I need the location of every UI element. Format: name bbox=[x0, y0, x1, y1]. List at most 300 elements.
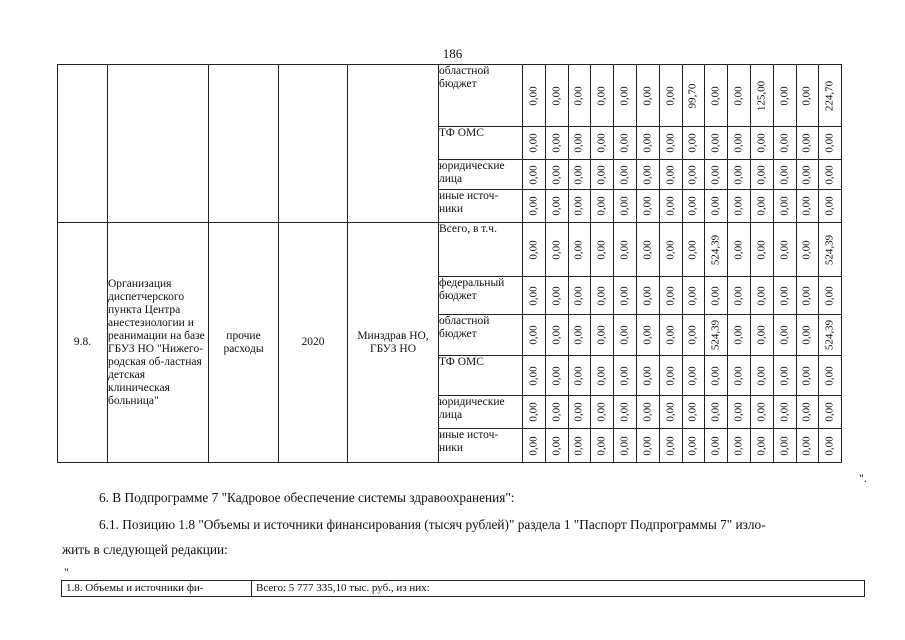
value-cell bbox=[545, 223, 568, 277]
page-number: 186 bbox=[442, 46, 463, 61]
value-text: 0,00 bbox=[595, 164, 608, 185]
value-text: 0,00 bbox=[800, 196, 813, 216]
value-cell bbox=[591, 277, 614, 315]
value-text: 0,00 bbox=[550, 325, 563, 345]
value-cell bbox=[545, 315, 568, 356]
source-label: Всего, в т.ч. bbox=[439, 223, 523, 277]
value-text: 0,00 bbox=[572, 435, 585, 456]
value-text: 0,00 bbox=[641, 365, 654, 386]
value-cell bbox=[728, 65, 751, 127]
value-cell bbox=[568, 277, 591, 315]
prev-item-kind-cell bbox=[209, 65, 279, 223]
value-cell bbox=[545, 356, 568, 396]
value-cell bbox=[591, 315, 614, 356]
value-text: 0,00 bbox=[618, 285, 631, 306]
value-cell bbox=[659, 315, 682, 356]
value-text: 0,00 bbox=[572, 239, 585, 260]
value-text: 0,00 bbox=[686, 402, 699, 422]
value-text: 0,00 bbox=[641, 133, 654, 153]
value-cell bbox=[796, 65, 819, 127]
value-cell bbox=[728, 190, 751, 223]
expense-kind: прочие расходы bbox=[209, 223, 279, 463]
value-cell bbox=[773, 277, 796, 315]
value-cell bbox=[614, 127, 637, 160]
value-text: 0,00 bbox=[709, 402, 722, 422]
value-text: 524,39 bbox=[709, 319, 722, 351]
value-text: 524,39 bbox=[823, 234, 836, 265]
value-text: 0,00 bbox=[550, 365, 563, 386]
value-cell bbox=[819, 127, 842, 160]
value-text: 0,00 bbox=[527, 285, 540, 306]
value-cell bbox=[614, 223, 637, 277]
value-cell bbox=[750, 127, 773, 160]
source-label: областной бюджет bbox=[439, 315, 523, 356]
value-text: 0,00 bbox=[527, 435, 540, 456]
value-cell bbox=[659, 190, 682, 223]
value-text: 0,00 bbox=[572, 196, 585, 216]
value-text: 0,00 bbox=[755, 133, 768, 153]
value-cell bbox=[705, 277, 728, 315]
value-cell bbox=[728, 160, 751, 190]
value-text: 0,00 bbox=[527, 133, 540, 153]
passport-total-value: Всего: 5 777 335,10 тыс. руб., из них: bbox=[252, 581, 865, 597]
table-row bbox=[58, 223, 842, 277]
value-cell bbox=[796, 356, 819, 396]
value-text: 0,00 bbox=[641, 435, 654, 456]
prev-item-executor-cell bbox=[348, 65, 439, 223]
value-cell bbox=[819, 65, 842, 127]
value-text: 0,00 bbox=[527, 402, 540, 422]
value-text: 0,00 bbox=[800, 435, 813, 456]
value-cell bbox=[591, 396, 614, 429]
value-cell bbox=[819, 396, 842, 429]
value-cell bbox=[614, 396, 637, 429]
value-text: 0,00 bbox=[664, 239, 677, 260]
value-text: 0,00 bbox=[595, 133, 608, 153]
value-text: 0,00 bbox=[595, 196, 608, 216]
closing-quote-mark: ". bbox=[859, 471, 867, 485]
value-text: 0,00 bbox=[732, 239, 745, 260]
value-cell bbox=[750, 396, 773, 429]
value-text: 0,00 bbox=[618, 325, 631, 345]
value-cell bbox=[796, 396, 819, 429]
value-text: 0,00 bbox=[618, 196, 631, 216]
value-cell bbox=[705, 396, 728, 429]
value-text: 0,00 bbox=[686, 239, 699, 260]
value-text: 0,00 bbox=[550, 196, 563, 216]
value-cell bbox=[796, 277, 819, 315]
value-text: 0,00 bbox=[527, 365, 540, 386]
value-cell bbox=[773, 396, 796, 429]
value-text: 0,00 bbox=[732, 402, 745, 422]
value-text: 125,00 bbox=[755, 80, 768, 111]
value-cell bbox=[523, 127, 546, 160]
value-cell bbox=[614, 429, 637, 463]
value-cell bbox=[614, 315, 637, 356]
value-text: 0,00 bbox=[800, 402, 813, 422]
value-cell bbox=[523, 190, 546, 223]
value-cell bbox=[659, 127, 682, 160]
year: 2020 bbox=[279, 223, 348, 463]
value-text: 0,00 bbox=[755, 435, 768, 456]
value-cell bbox=[545, 160, 568, 190]
value-cell bbox=[728, 277, 751, 315]
value-text: 0,00 bbox=[778, 164, 791, 185]
value-text: 0,00 bbox=[527, 85, 540, 106]
value-text: 0,00 bbox=[664, 85, 677, 106]
value-cell bbox=[796, 190, 819, 223]
prev-item-name-cell bbox=[108, 65, 209, 223]
value-cell bbox=[636, 396, 659, 429]
value-text: 0,00 bbox=[778, 285, 791, 306]
paragraph-6-1-line-1: 6.1. Позицию 1.8 "Объемы и источники финансирования (тысяч рублей)" раздела 1 "Паспорт Подпрограммы 7" изло- bbox=[99, 517, 766, 532]
value-cell bbox=[545, 277, 568, 315]
value-cell bbox=[682, 315, 705, 356]
value-cell bbox=[636, 429, 659, 463]
opening-quote-mark: " bbox=[64, 565, 69, 579]
value-cell bbox=[614, 65, 637, 127]
value-cell bbox=[796, 315, 819, 356]
value-cell bbox=[568, 190, 591, 223]
source-label: юридические лица bbox=[439, 160, 523, 190]
value-cell bbox=[545, 429, 568, 463]
value-cell bbox=[728, 356, 751, 396]
paragraph-subprogram-7: 6. В Подпрограмме 7 "Кадровое обеспечение системы здравоохранения": bbox=[99, 490, 515, 505]
value-text: 0,00 bbox=[595, 285, 608, 306]
value-cell bbox=[614, 190, 637, 223]
value-text: 0,00 bbox=[664, 133, 677, 153]
value-text: 0,00 bbox=[778, 133, 791, 153]
value-text: 0,00 bbox=[800, 325, 813, 345]
value-text: 0,00 bbox=[595, 435, 608, 456]
value-cell bbox=[750, 315, 773, 356]
value-text: 0,00 bbox=[823, 435, 836, 456]
value-cell bbox=[614, 356, 637, 396]
source-label: областной бюджет bbox=[439, 65, 523, 127]
value-cell bbox=[682, 127, 705, 160]
value-text: 524,39 bbox=[823, 319, 836, 351]
value-text: 0,00 bbox=[686, 365, 699, 386]
source-label: иные источ-ники bbox=[439, 190, 523, 223]
value-cell bbox=[705, 356, 728, 396]
value-text: 0,00 bbox=[778, 402, 791, 422]
value-text: 0,00 bbox=[778, 239, 791, 260]
value-text: 99,70 bbox=[686, 83, 699, 108]
value-cell bbox=[773, 160, 796, 190]
value-text: 0,00 bbox=[709, 164, 722, 185]
value-cell bbox=[819, 356, 842, 396]
value-cell bbox=[591, 160, 614, 190]
value-text: 0,00 bbox=[709, 365, 722, 386]
value-text: 0,00 bbox=[823, 285, 836, 306]
source-label: юридические лица bbox=[439, 396, 523, 429]
value-text: 0,00 bbox=[664, 196, 677, 216]
value-text: 0,00 bbox=[732, 435, 745, 456]
value-text: 0,00 bbox=[686, 164, 699, 185]
value-text: 0,00 bbox=[732, 285, 745, 306]
value-cell bbox=[682, 429, 705, 463]
value-cell bbox=[682, 190, 705, 223]
value-cell bbox=[636, 315, 659, 356]
value-cell bbox=[523, 223, 546, 277]
value-text: 0,00 bbox=[595, 365, 608, 386]
value-text: 0,00 bbox=[732, 164, 745, 185]
value-cell bbox=[705, 429, 728, 463]
value-text: 0,00 bbox=[686, 196, 699, 216]
item-number: 9.8. bbox=[58, 223, 108, 463]
value-text: 0,00 bbox=[664, 285, 677, 306]
value-text: 0,00 bbox=[641, 402, 654, 422]
value-text: 0,00 bbox=[709, 435, 722, 456]
value-text: 0,00 bbox=[664, 365, 677, 386]
value-text: 0,00 bbox=[595, 325, 608, 345]
value-text: 0,00 bbox=[800, 164, 813, 185]
value-text: 0,00 bbox=[732, 196, 745, 216]
value-text: 0,00 bbox=[800, 133, 813, 153]
value-cell bbox=[796, 429, 819, 463]
value-text: 0,00 bbox=[572, 164, 585, 185]
value-cell bbox=[728, 429, 751, 463]
value-cell bbox=[659, 429, 682, 463]
value-text: 0,00 bbox=[732, 365, 745, 386]
value-text: 0,00 bbox=[618, 402, 631, 422]
value-text: 0,00 bbox=[618, 164, 631, 185]
value-cell bbox=[636, 277, 659, 315]
value-cell bbox=[523, 356, 546, 396]
value-cell bbox=[705, 190, 728, 223]
value-cell bbox=[773, 356, 796, 396]
value-cell bbox=[659, 277, 682, 315]
value-cell bbox=[659, 160, 682, 190]
value-cell bbox=[705, 160, 728, 190]
value-cell bbox=[636, 65, 659, 127]
value-text: 0,00 bbox=[686, 325, 699, 345]
value-cell bbox=[819, 160, 842, 190]
value-text: 0,00 bbox=[664, 164, 677, 185]
value-cell bbox=[636, 190, 659, 223]
value-cell bbox=[591, 127, 614, 160]
value-text: 0,00 bbox=[709, 85, 722, 106]
value-text: 0,00 bbox=[572, 325, 585, 345]
value-cell bbox=[682, 223, 705, 277]
value-text: 0,00 bbox=[755, 164, 768, 185]
value-cell bbox=[568, 127, 591, 160]
value-cell bbox=[523, 160, 546, 190]
value-cell bbox=[682, 65, 705, 127]
value-cell bbox=[568, 356, 591, 396]
value-cell bbox=[750, 356, 773, 396]
prev-item-year-cell bbox=[279, 65, 348, 223]
value-cell bbox=[523, 429, 546, 463]
value-text: 0,00 bbox=[595, 402, 608, 422]
value-cell bbox=[591, 223, 614, 277]
value-text: 0,00 bbox=[595, 239, 608, 260]
value-text: 0,00 bbox=[550, 285, 563, 306]
value-text: 0,00 bbox=[778, 365, 791, 386]
source-label: ТФ ОМС bbox=[439, 127, 523, 160]
value-cell bbox=[682, 356, 705, 396]
value-cell bbox=[796, 160, 819, 190]
value-cell bbox=[750, 65, 773, 127]
value-cell bbox=[796, 223, 819, 277]
value-cell bbox=[728, 315, 751, 356]
value-cell bbox=[591, 190, 614, 223]
value-text: 0,00 bbox=[641, 164, 654, 185]
value-cell bbox=[659, 356, 682, 396]
value-cell bbox=[659, 223, 682, 277]
value-text: 0,00 bbox=[778, 85, 791, 106]
source-label: иные источ-ники bbox=[439, 429, 523, 463]
value-text: 0,00 bbox=[572, 133, 585, 153]
value-cell bbox=[523, 65, 546, 127]
value-text: 0,00 bbox=[755, 325, 768, 345]
value-text: 0,00 bbox=[732, 85, 745, 106]
value-cell bbox=[705, 315, 728, 356]
value-cell bbox=[636, 127, 659, 160]
value-text: 0,00 bbox=[778, 435, 791, 456]
value-cell bbox=[750, 190, 773, 223]
value-text: 0,00 bbox=[550, 239, 563, 260]
value-cell bbox=[636, 223, 659, 277]
value-text: 0,00 bbox=[572, 85, 585, 106]
paragraph-6-1-line-2: жить в следующей редакции: bbox=[62, 542, 228, 557]
value-text: 0,00 bbox=[618, 239, 631, 260]
value-cell bbox=[523, 315, 546, 356]
value-text: 0,00 bbox=[686, 133, 699, 153]
value-cell bbox=[682, 160, 705, 190]
value-text: 0,00 bbox=[709, 133, 722, 153]
value-text: 0,00 bbox=[800, 239, 813, 260]
value-text: 0,00 bbox=[823, 402, 836, 422]
value-text: 0,00 bbox=[641, 285, 654, 306]
value-text: 0,00 bbox=[732, 325, 745, 345]
value-cell bbox=[614, 277, 637, 315]
value-text: 0,00 bbox=[823, 196, 836, 216]
executor: Минздрав НО, ГБУЗ НО bbox=[348, 223, 439, 463]
value-text: 0,00 bbox=[595, 85, 608, 106]
value-text: 0,00 bbox=[823, 164, 836, 185]
value-cell bbox=[750, 277, 773, 315]
value-text: 0,00 bbox=[550, 85, 563, 106]
value-text: 0,00 bbox=[527, 239, 540, 260]
value-cell bbox=[773, 315, 796, 356]
value-text: 0,00 bbox=[527, 325, 540, 345]
value-cell bbox=[568, 223, 591, 277]
value-text: 0,00 bbox=[664, 402, 677, 422]
value-text: 0,00 bbox=[800, 365, 813, 386]
value-text: 0,00 bbox=[778, 325, 791, 345]
value-cell bbox=[819, 190, 842, 223]
value-text: 0,00 bbox=[686, 435, 699, 456]
value-cell bbox=[545, 65, 568, 127]
value-cell bbox=[796, 127, 819, 160]
value-cell bbox=[545, 190, 568, 223]
value-cell bbox=[728, 127, 751, 160]
value-cell bbox=[773, 429, 796, 463]
value-cell bbox=[545, 396, 568, 429]
value-text: 0,00 bbox=[641, 325, 654, 345]
value-cell bbox=[682, 277, 705, 315]
value-text: 0,00 bbox=[686, 285, 699, 306]
value-text: 0,00 bbox=[572, 365, 585, 386]
value-cell bbox=[819, 315, 842, 356]
value-text: 0,00 bbox=[755, 402, 768, 422]
value-cell bbox=[750, 429, 773, 463]
value-cell bbox=[545, 127, 568, 160]
value-text: 0,00 bbox=[618, 133, 631, 153]
value-text: 0,00 bbox=[664, 325, 677, 345]
value-text: 0,00 bbox=[755, 196, 768, 216]
value-cell bbox=[819, 429, 842, 463]
value-cell bbox=[773, 223, 796, 277]
value-cell bbox=[705, 223, 728, 277]
value-text: 0,00 bbox=[755, 285, 768, 306]
source-label: федеральный бюджет bbox=[439, 277, 523, 315]
value-cell bbox=[659, 396, 682, 429]
value-cell bbox=[682, 396, 705, 429]
value-text: 224,70 bbox=[823, 80, 836, 111]
value-text: 0,00 bbox=[527, 164, 540, 185]
value-cell bbox=[614, 160, 637, 190]
prev-item-num-cell bbox=[58, 65, 108, 223]
value-text: 0,00 bbox=[709, 196, 722, 216]
value-text: 0,00 bbox=[550, 164, 563, 185]
value-text: 0,00 bbox=[778, 196, 791, 216]
value-text: 0,00 bbox=[823, 365, 836, 386]
value-cell bbox=[591, 65, 614, 127]
value-text: 524,39 bbox=[709, 234, 722, 265]
value-text: 0,00 bbox=[550, 133, 563, 153]
value-text: 0,00 bbox=[572, 285, 585, 306]
table-row bbox=[62, 581, 865, 597]
value-cell bbox=[568, 429, 591, 463]
item-name: Организация диспетчерского пункта Центра анестезиологии и реанимации на базе ГБУЗ НО "Нижего-родская об-ластная детская клиническая больница" bbox=[108, 223, 209, 463]
value-cell bbox=[568, 396, 591, 429]
value-cell bbox=[773, 127, 796, 160]
value-text: 0,00 bbox=[709, 285, 722, 306]
value-text: 0,00 bbox=[664, 435, 677, 456]
value-text: 0,00 bbox=[755, 239, 768, 260]
value-text: 0,00 bbox=[800, 285, 813, 306]
value-cell bbox=[773, 190, 796, 223]
value-cell bbox=[568, 315, 591, 356]
value-text: 0,00 bbox=[618, 435, 631, 456]
value-cell bbox=[750, 223, 773, 277]
value-cell bbox=[636, 160, 659, 190]
value-cell bbox=[591, 429, 614, 463]
value-text: 0,00 bbox=[732, 133, 745, 153]
value-cell bbox=[819, 223, 842, 277]
value-cell bbox=[636, 356, 659, 396]
value-text: 0,00 bbox=[618, 85, 631, 106]
value-cell bbox=[568, 65, 591, 127]
value-cell bbox=[705, 127, 728, 160]
value-cell bbox=[819, 277, 842, 315]
value-text: 0,00 bbox=[550, 435, 563, 456]
value-cell bbox=[728, 223, 751, 277]
value-cell bbox=[659, 65, 682, 127]
value-text: 0,00 bbox=[527, 196, 540, 216]
table-row bbox=[58, 65, 842, 127]
financing-table-body bbox=[58, 65, 842, 463]
passport-table bbox=[61, 580, 865, 597]
value-text: 0,00 bbox=[572, 402, 585, 422]
value-text: 0,00 bbox=[641, 196, 654, 216]
value-text: 0,00 bbox=[800, 85, 813, 106]
financing-table bbox=[57, 64, 842, 463]
source-label: ТФ ОМС bbox=[439, 356, 523, 396]
value-cell bbox=[523, 277, 546, 315]
